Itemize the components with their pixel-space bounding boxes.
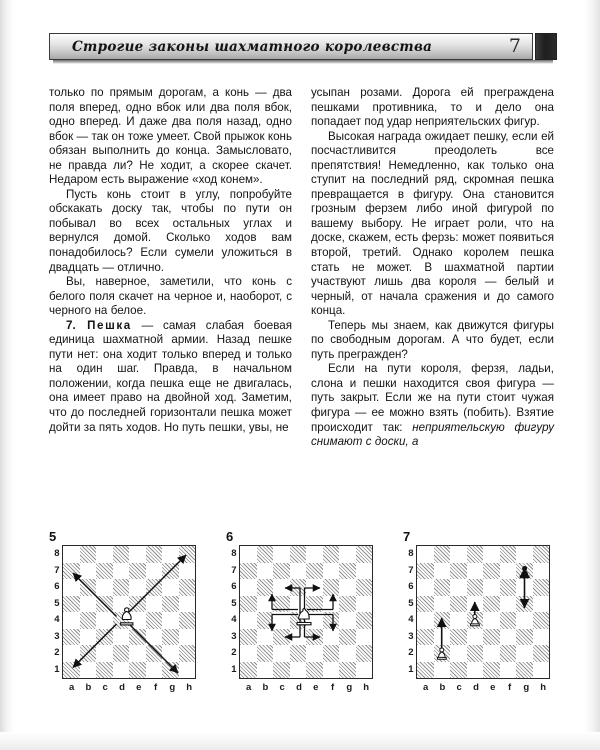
running-head: [49, 33, 557, 62]
board-square: [500, 662, 517, 679]
board-square: [80, 612, 97, 629]
rank-label: 8: [54, 548, 60, 559]
board-square: [113, 563, 130, 580]
board-square: [516, 612, 533, 629]
board-square: [356, 579, 373, 596]
board-square: [356, 546, 373, 563]
board-square: [129, 546, 146, 563]
board-square: [273, 629, 290, 646]
board-square: [129, 579, 146, 596]
board-square: [257, 563, 274, 580]
board-square: [467, 645, 484, 662]
board-square: [240, 563, 257, 580]
board-square: [500, 546, 517, 563]
board-square: [273, 596, 290, 613]
board-square: [179, 546, 196, 563]
section-number-7: 7.: [66, 318, 76, 332]
file-label: g: [523, 682, 530, 693]
board-square: [63, 645, 80, 662]
rank-label: 3: [408, 630, 414, 642]
file-label: f: [507, 682, 512, 693]
board-square: [113, 629, 130, 646]
board-square: [483, 596, 500, 613]
file-label: f: [153, 682, 158, 693]
board-square: [356, 563, 373, 580]
board-square: [257, 612, 274, 629]
board-square: [240, 612, 257, 629]
rank-label: 7: [231, 564, 237, 576]
diagram-6-board-wrap: [226, 545, 381, 679]
board-square: [417, 612, 434, 629]
board-square: [450, 662, 467, 679]
page-number: 7: [508, 35, 521, 57]
board-square: [434, 596, 451, 613]
board-square: [533, 645, 550, 662]
rank-label: 2: [231, 647, 237, 659]
board-square: [306, 546, 323, 563]
board-square: [533, 563, 550, 580]
rank-label: 5: [54, 597, 60, 609]
board-square: [162, 596, 179, 613]
rank-label: 7: [54, 564, 60, 576]
board-square: [339, 629, 356, 646]
diagram-5-rank-labels: [49, 545, 62, 679]
board-square: [417, 546, 434, 563]
board-square: [162, 612, 179, 629]
board-square: [290, 596, 307, 613]
file-label: c: [102, 682, 108, 693]
paragraph-pawn-road: усыпан розами. Дорога ей преграждена пешками противника, то и дело она попадает под удар неприятельских фигур.: [311, 86, 554, 129]
board-square: [306, 612, 323, 629]
board-square: [129, 612, 146, 629]
board-square: [483, 546, 500, 563]
diagram-row: [49, 528, 559, 693]
diagram-7-file-labels: [417, 679, 551, 693]
file-label: a: [422, 682, 429, 693]
board-square: [306, 579, 323, 596]
board-square: [356, 645, 373, 662]
file-label: a: [245, 682, 252, 693]
diagram-6-number: 6: [226, 529, 234, 544]
board-square: [417, 579, 434, 596]
file-label: b: [85, 682, 92, 693]
board-square: [306, 645, 323, 662]
board-square: [240, 596, 257, 613]
board-square: [257, 629, 274, 646]
paragraph-knight-continued: только по прямым дорогам, а конь — два поля вперед, одно вбок или два поля вбок, одно вперед. И даже два поля назад, одно вбок — так он тоже умеет. Свой прыжок конь обязан выполнить до конца. Замысловато, не правда ли? Не ходит, а скорее скачет. Недаром есть выражение «ход конем».: [49, 86, 292, 187]
rank-label: 6: [408, 581, 414, 593]
board-square: [516, 662, 533, 679]
board-square: [146, 662, 163, 679]
rank-label: 4: [231, 614, 237, 626]
board-square: [306, 563, 323, 580]
board-square: [146, 629, 163, 646]
board-square: [240, 645, 257, 662]
body-columns: [49, 86, 554, 450]
board-square: [306, 629, 323, 646]
board-square: [257, 596, 274, 613]
running-head-shadow: [53, 60, 553, 64]
rank-label: 1: [54, 663, 60, 675]
board-square: [533, 662, 550, 679]
paragraph-capture-italic: неприятельскую фигуру снимают с доски, а: [311, 420, 554, 449]
file-label: h: [186, 682, 193, 693]
file-label: e: [490, 682, 496, 693]
board-square: [179, 645, 196, 662]
file-label: b: [439, 682, 446, 693]
board-square: [356, 612, 373, 629]
rank-label: 7: [408, 564, 414, 576]
board-square: [63, 662, 80, 679]
running-head-title: Строгие законы шахматного королевства: [72, 38, 433, 55]
rank-label: 8: [231, 548, 237, 559]
chessboard-6: [239, 545, 373, 679]
board-square: [290, 645, 307, 662]
board-square: [483, 563, 500, 580]
board-square: [179, 612, 196, 629]
diagram-6: [226, 528, 381, 693]
board-square: [240, 662, 257, 679]
board-square: [323, 596, 340, 613]
rank-label: 2: [408, 647, 414, 659]
board-square: [339, 645, 356, 662]
board-square: [323, 645, 340, 662]
board-square: [323, 629, 340, 646]
file-label: a: [68, 682, 75, 693]
board-square: [417, 596, 434, 613]
board-square: [63, 563, 80, 580]
board-square: [356, 629, 373, 646]
running-head-endcap: [535, 33, 557, 60]
board-square: [516, 645, 533, 662]
board-square: [516, 596, 533, 613]
rank-label: 8: [408, 548, 414, 559]
board-square: [323, 563, 340, 580]
board-square: [63, 596, 80, 613]
board-square: [240, 546, 257, 563]
rank-label: 1: [408, 663, 414, 675]
board-square: [467, 579, 484, 596]
board-square: [434, 645, 451, 662]
diagram-7-number: 7: [403, 529, 411, 544]
board-square: [162, 662, 179, 679]
rank-label: 2: [54, 647, 60, 659]
board-square: [516, 629, 533, 646]
board-square: [162, 645, 179, 662]
board-square: [339, 563, 356, 580]
board-square: [63, 629, 80, 646]
board-square: [179, 563, 196, 580]
diagram-7-board-wrap: [403, 545, 558, 679]
board-square: [417, 629, 434, 646]
board-square: [500, 563, 517, 580]
board-square: [434, 546, 451, 563]
board-square: [96, 612, 113, 629]
board-square: [533, 629, 550, 646]
file-label: d: [473, 682, 479, 693]
scan-edge-left: [0, 0, 14, 750]
scan-edge-bottom: [0, 732, 600, 750]
board-square: [516, 563, 533, 580]
term-pawn: [76, 319, 87, 332]
diagram-6-rank-labels: [226, 545, 239, 679]
rank-label: 1: [231, 663, 237, 675]
scan-edge-right: [584, 0, 600, 750]
board-square: [500, 612, 517, 629]
board-square: [306, 662, 323, 679]
paragraph-pawn-intro: [49, 319, 292, 435]
board-square: [339, 596, 356, 613]
board-square: [96, 645, 113, 662]
board-square: [323, 546, 340, 563]
rank-label: 5: [408, 597, 414, 609]
board-square: [467, 596, 484, 613]
board-square: [96, 546, 113, 563]
board-square: [290, 612, 307, 629]
rank-label: 6: [54, 581, 60, 593]
board-square: [240, 579, 257, 596]
board-square: [450, 612, 467, 629]
board-square: [113, 645, 130, 662]
board-square: [146, 645, 163, 662]
file-label: h: [363, 682, 370, 693]
board-square: [467, 546, 484, 563]
board-square: [483, 629, 500, 646]
board-square: [356, 662, 373, 679]
board-square: [96, 579, 113, 596]
board-square: [129, 563, 146, 580]
board-square: [290, 579, 307, 596]
board-square: [467, 662, 484, 679]
board-square: [339, 579, 356, 596]
file-label: h: [540, 682, 547, 693]
board-square: [273, 563, 290, 580]
board-square: [306, 596, 323, 613]
board-square: [450, 596, 467, 613]
board-square: [290, 546, 307, 563]
board-square: [113, 596, 130, 613]
board-square: [450, 645, 467, 662]
board-square: [290, 563, 307, 580]
board-square: [179, 579, 196, 596]
paragraph-capture-text: Если на пути короля, ферзя, ладьи, слона и пешки находится своя фигура — путь закрыт. Если же на пути стоит чужая фигура — ее можно взять (побить). Взятие происходит так:: [311, 362, 554, 434]
board-square: [96, 629, 113, 646]
board-square: [146, 546, 163, 563]
board-square: [516, 579, 533, 596]
board-square: [417, 662, 434, 679]
board-square: [179, 629, 196, 646]
board-square: [434, 662, 451, 679]
board-square: [179, 662, 196, 679]
chessboard-5: [62, 545, 196, 679]
file-label: e: [136, 682, 142, 693]
term-pawn-word: Пешка: [87, 318, 132, 332]
board-square: [516, 546, 533, 563]
board-square: [113, 546, 130, 563]
board-square: [146, 579, 163, 596]
board-square: [467, 612, 484, 629]
file-label: d: [296, 682, 302, 693]
board-square: [500, 645, 517, 662]
board-square: [80, 546, 97, 563]
board-square: [533, 612, 550, 629]
board-square: [113, 662, 130, 679]
board-square: [450, 579, 467, 596]
board-square: [63, 579, 80, 596]
board-square: [483, 612, 500, 629]
board-square: [450, 546, 467, 563]
board-square: [240, 629, 257, 646]
board-square: [500, 579, 517, 596]
board-square: [80, 645, 97, 662]
board-square: [146, 563, 163, 580]
file-label: c: [279, 682, 285, 693]
board-square: [323, 662, 340, 679]
diagram-5-file-labels: [63, 679, 197, 693]
paragraph-capture: [311, 362, 554, 449]
board-square: [273, 645, 290, 662]
board-square: [339, 612, 356, 629]
board-square: [162, 579, 179, 596]
board-square: [323, 612, 340, 629]
board-square: [273, 662, 290, 679]
board-square: [257, 579, 274, 596]
board-square: [467, 563, 484, 580]
paragraph-pawn-intro-text: — самая слабая боевая единица шахматной армии. Назад пешке пути нет: она ходит только вперед и только на один шаг. Правда, в начальном положении, когда пешка еще не двигалась, она имеет право на двойной ход. Заметим, что до последней горизонтали пешка может дойти за пять ходов. Но путь пешки, увы, не: [49, 318, 292, 434]
board-square: [80, 662, 97, 679]
board-square: [450, 563, 467, 580]
board-square: [500, 629, 517, 646]
board-square: [63, 612, 80, 629]
rank-label: 4: [408, 614, 414, 626]
column-left: [49, 86, 292, 450]
rank-label: 4: [54, 614, 60, 626]
file-label: b: [262, 682, 269, 693]
board-square: [533, 596, 550, 613]
board-square: [467, 629, 484, 646]
column-right: [311, 86, 554, 450]
board-square: [533, 546, 550, 563]
board-square: [162, 629, 179, 646]
board-square: [257, 645, 274, 662]
rank-label: 3: [54, 630, 60, 642]
board-square: [257, 546, 274, 563]
board-square: [417, 563, 434, 580]
rank-label: 3: [231, 630, 237, 642]
board-square: [96, 563, 113, 580]
file-label: g: [169, 682, 176, 693]
board-square: [339, 662, 356, 679]
board-square: [63, 546, 80, 563]
board-square: [80, 596, 97, 613]
board-square: [179, 596, 196, 613]
running-head-bar: [49, 33, 533, 60]
board-square: [434, 563, 451, 580]
file-label: f: [330, 682, 335, 693]
board-square: [533, 579, 550, 596]
paragraph-promotion: Высокая награда ожидает пешку, если ей посчастливится преодолеть все препятствия! Немедленно, как только она ступит на последний ряд, скромная пешка превращается в фигуру. Она становится грозным ферзем либо иной фигурой по вашему выбору. Не играет роли, что на доске, скажем, есть ферзь: может появиться второй, третий. Однако королем пешка стать не может. В шахматной партии участвуют лишь два короля — белый и черный, от начала сражения и до самого конца.: [311, 129, 554, 318]
board-square: [434, 612, 451, 629]
diagram-6-file-labels: [240, 679, 374, 693]
board-square: [500, 596, 517, 613]
board-square: [80, 579, 97, 596]
board-square: [273, 612, 290, 629]
board-square: [129, 629, 146, 646]
paragraph-now-we-know: Теперь мы знаем, как движутся фигуры по свободным дорогам. А что будет, если путь прегражден?: [311, 318, 554, 361]
board-square: [146, 596, 163, 613]
board-square: [162, 563, 179, 580]
paragraph-knight-tour: Пусть конь стоит в углу, попробуйте обскакать доску так, чтобы по пути он побывал во всех остальных углах и вернулся домой. Сколько ходов вам понадобилось? Если сумели уложиться в двадцать — отлично.: [49, 187, 292, 274]
board-square: [483, 645, 500, 662]
board-square: [450, 629, 467, 646]
board-square: [162, 546, 179, 563]
board-square: [257, 662, 274, 679]
board-square: [96, 662, 113, 679]
diagram-7-rank-labels: [403, 545, 416, 679]
board-square: [434, 629, 451, 646]
board-square: [417, 645, 434, 662]
board-square: [80, 563, 97, 580]
file-label: e: [313, 682, 319, 693]
board-square: [483, 662, 500, 679]
chessboard-7: [416, 545, 550, 679]
file-label: c: [456, 682, 462, 693]
diagram-5-number: 5: [49, 529, 57, 544]
board-square: [273, 579, 290, 596]
board-square: [129, 596, 146, 613]
board-square: [129, 662, 146, 679]
board-square: [339, 546, 356, 563]
board-square: [483, 579, 500, 596]
board-square: [273, 546, 290, 563]
file-label: d: [119, 682, 125, 693]
board-square: [80, 629, 97, 646]
rank-label: 5: [231, 597, 237, 609]
diagram-7: [403, 528, 558, 693]
paragraph-knight-colors: Вы, наверное, заметили, что конь с белого поля скачет на черное и, наоборот, с черного на белое.: [49, 275, 292, 318]
board-square: [356, 596, 373, 613]
board-square: [434, 579, 451, 596]
board-square: [323, 579, 340, 596]
board-square: [290, 629, 307, 646]
diagram-5: [49, 528, 204, 693]
board-square: [129, 645, 146, 662]
file-label: g: [346, 682, 353, 693]
board-square: [290, 662, 307, 679]
board-square: [146, 612, 163, 629]
rank-label: 6: [231, 581, 237, 593]
diagram-5-board-wrap: [49, 545, 204, 679]
board-square: [113, 612, 130, 629]
board-square: [113, 579, 130, 596]
board-square: [96, 596, 113, 613]
